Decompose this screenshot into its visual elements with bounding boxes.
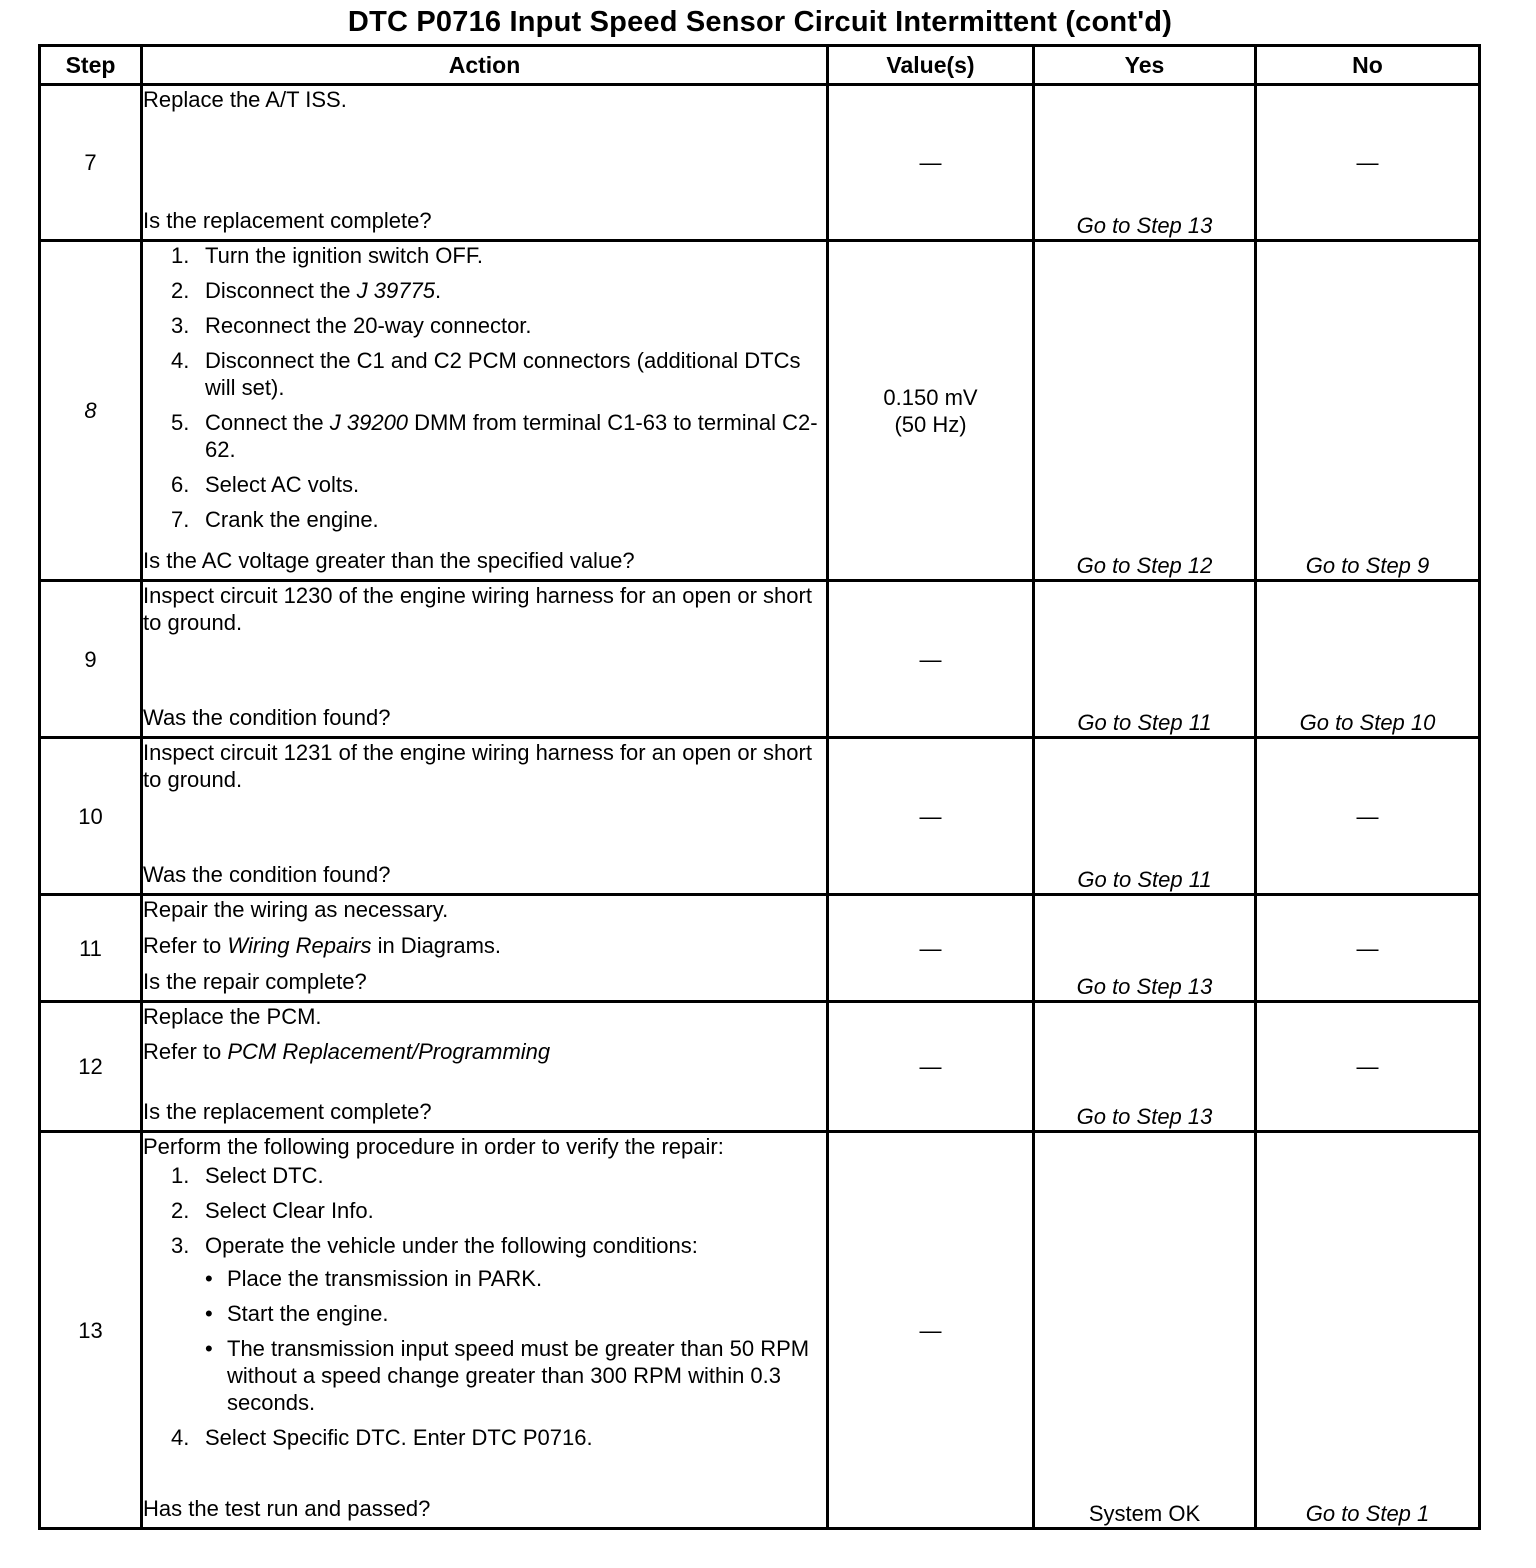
procedure-list: [143, 1162, 826, 1451]
action-cell: [142, 85, 828, 241]
yes-link[interactable]: Go to Step 12: [1034, 241, 1256, 581]
step-number: 7: [40, 85, 142, 241]
list-item: 4. Select Specific DTC. Enter DTC P0716.: [171, 1425, 593, 1450]
yes-link[interactable]: Go to Step 13: [1034, 895, 1256, 1002]
list-item: • The transmission input speed must be greater than 50 RPM without a speed change greater than 300 RPM within 0.3 seconds.: [205, 1336, 810, 1415]
action-cell: [142, 581, 828, 738]
action-question: Is the repair complete?: [143, 969, 367, 994]
list-item: 5. Connect the J 39200 DMM from terminal C1-63 to terminal C2-62.: [171, 410, 818, 462]
action-text: Repair the wiring as necessary.: [143, 897, 449, 922]
action-cell: [142, 241, 828, 581]
action-text: Replace the A/T ISS.: [143, 87, 347, 112]
value-cell: —: [828, 581, 1034, 738]
refer-link[interactable]: PCM Replacement/Programming: [227, 1039, 551, 1064]
yes-link[interactable]: Go to Step 11: [1034, 738, 1256, 895]
refer-link[interactable]: Wiring Repairs: [227, 933, 372, 958]
list-item: 2. Disconnect the J 39775.: [171, 278, 442, 303]
table-row: [40, 581, 1480, 738]
value-cell: —: [828, 85, 1034, 241]
no-link[interactable]: Go to Step 10: [1256, 581, 1480, 738]
action-question: Is the replacement complete?: [143, 208, 432, 233]
value-cell: —: [828, 738, 1034, 895]
action-text: Inspect circuit 1231 of the engine wiring harness for an open or short to ground.: [143, 740, 812, 792]
step-number: 9: [40, 581, 142, 738]
step-number: 10: [40, 738, 142, 895]
action-cell: [142, 895, 828, 1002]
action-text: Replace the PCM.: [143, 1004, 322, 1029]
refer-text: Refer to PCM Replacement/Programming: [143, 1039, 551, 1064]
yes-link[interactable]: Go to Step 11: [1034, 581, 1256, 738]
list-item: 7. Crank the engine.: [171, 507, 379, 532]
diagnostic-table: [38, 44, 1481, 1530]
value-cell: 0.150 mV (50 Hz): [828, 241, 1034, 581]
header-no: No: [1256, 46, 1480, 85]
yes-link[interactable]: Go to Step 13: [1034, 1002, 1256, 1132]
action-question: Was the condition found?: [143, 862, 391, 887]
header-yes: Yes: [1034, 46, 1256, 85]
list-item: • Start the engine.: [205, 1301, 389, 1326]
action-question: Is the AC voltage greater than the specified value?: [143, 548, 635, 573]
refer-text: Refer to Wiring Repairs in Diagrams.: [143, 933, 502, 958]
action-cell: [142, 738, 828, 895]
header-row: [40, 46, 1480, 85]
value-cell: —: [828, 1002, 1034, 1132]
no-cell: —: [1256, 85, 1480, 241]
yes-result: System OK: [1034, 1132, 1256, 1529]
no-cell: —: [1256, 738, 1480, 895]
list-item: 2. Select Clear Info.: [171, 1198, 374, 1223]
value-cell: —: [828, 1132, 1034, 1529]
table-row: [40, 85, 1480, 241]
header-step: Step: [40, 46, 142, 85]
step-number: 8: [40, 241, 142, 581]
table-row: [40, 895, 1480, 1002]
action-question: Was the condition found?: [143, 705, 391, 730]
list-item: 1. Turn the ignition switch OFF.: [171, 243, 483, 268]
header-action: Action: [142, 46, 828, 85]
action-text: Inspect circuit 1230 of the engine wiring harness for an open or short to ground.: [143, 583, 812, 635]
table-row: [40, 738, 1480, 895]
no-cell: —: [1256, 1002, 1480, 1132]
list-item: 4. Disconnect the C1 and C2 PCM connectors (additional DTCs will set).: [171, 348, 801, 400]
step-number: 12: [40, 1002, 142, 1132]
action-text: Perform the following procedure in order to verify the repair:: [143, 1134, 724, 1159]
list-item: 3. Reconnect the 20-way connector.: [171, 313, 532, 338]
condition-list: [205, 1265, 826, 1416]
table-row: [40, 1002, 1480, 1132]
step-number: 13: [40, 1132, 142, 1529]
action-question: Is the replacement complete?: [143, 1099, 432, 1124]
no-link[interactable]: Go to Step 1: [1256, 1132, 1480, 1529]
procedure-list: [143, 242, 826, 533]
table-row: [40, 241, 1480, 581]
value-cell: —: [828, 895, 1034, 1002]
no-cell: —: [1256, 895, 1480, 1002]
list-item: 1. Select DTC.: [171, 1163, 324, 1188]
action-cell: [142, 1132, 828, 1529]
list-item: • Place the transmission in PARK.: [205, 1266, 543, 1291]
page-title: DTC P0716 Input Speed Sensor Circuit Intermittent (cont'd): [347, 6, 1173, 38]
step-number: 11: [40, 895, 142, 1002]
list-item: 3. Operate the vehicle under the following conditions: • Place the transmission in PARK. • Start the engine. • The transmission input speed must be greater than 50 RPM without a speed change greater than 300 RPM within 0.3 seconds.: [171, 1232, 826, 1424]
table-row: [40, 1132, 1480, 1529]
list-item: 6. Select AC volts.: [171, 472, 360, 497]
header-values: Value(s): [828, 46, 1034, 85]
tool-reference: J 39775: [356, 278, 435, 303]
yes-link[interactable]: Go to Step 13: [1034, 85, 1256, 241]
action-question: Has the test run and passed?: [143, 1496, 431, 1521]
action-cell: [142, 1002, 828, 1132]
no-link[interactable]: Go to Step 9: [1256, 241, 1480, 581]
tool-reference: J 39200: [329, 410, 409, 435]
